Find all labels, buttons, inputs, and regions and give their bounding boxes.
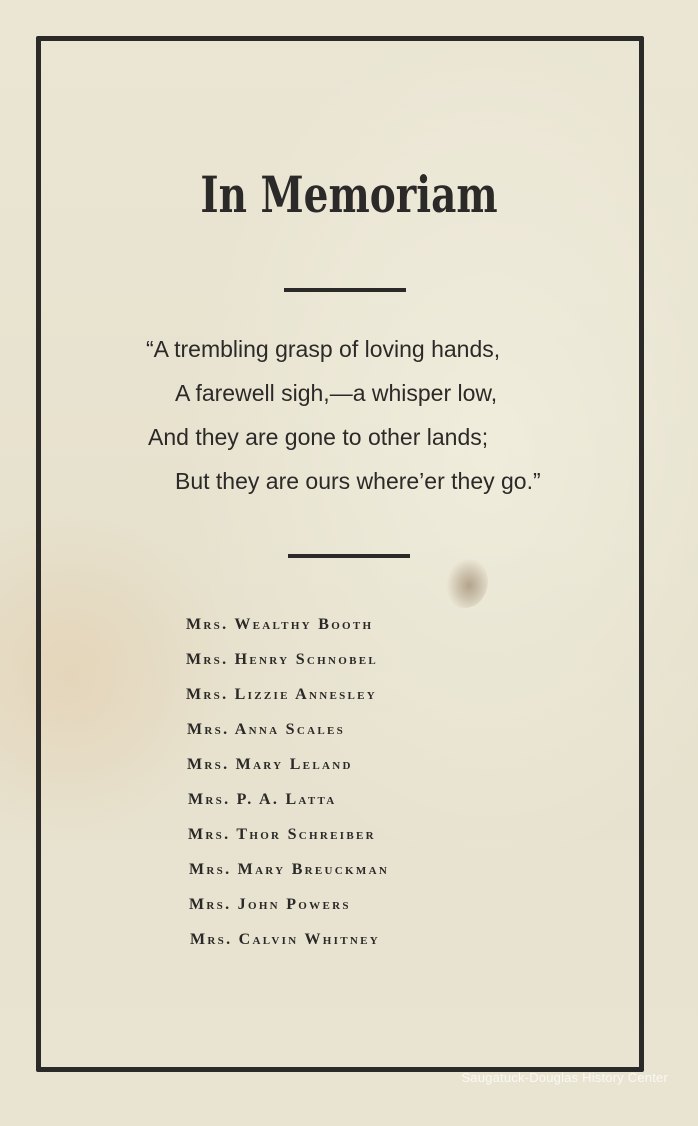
poem-divider — [288, 554, 410, 558]
watermark-text: Saugatuck-Douglas History Center — [461, 1070, 668, 1085]
list-item: Mrs. P. A. Latta — [188, 791, 337, 808]
list-item: Mrs. Thor Schreiber — [188, 826, 376, 843]
list-item: Mrs. Mary Breuckman — [189, 861, 390, 878]
list-item: Mrs. John Powers — [189, 896, 351, 913]
list-item: Mrs. Calvin Whitney — [190, 931, 380, 948]
poem-line: But they are ours where’er they go.” — [175, 468, 541, 494]
poem-line: “A trembling grasp of loving hands, — [146, 336, 501, 362]
list-item: Mrs. Henry Schnobel — [186, 651, 378, 668]
list-item: Mrs. Anna Scales — [187, 721, 346, 738]
list-item: Mrs. Mary Leland — [187, 756, 353, 773]
list-item: Mrs. Lizzie Annesley — [186, 686, 378, 703]
page-title: In Memoriam — [200, 165, 498, 224]
poem-line: And they are gone to other lands; — [148, 424, 489, 450]
title-divider — [284, 288, 406, 292]
list-item: Mrs. Wealthy Booth — [186, 616, 374, 633]
poem-line: A farewell sigh,—a whisper low, — [175, 380, 498, 406]
